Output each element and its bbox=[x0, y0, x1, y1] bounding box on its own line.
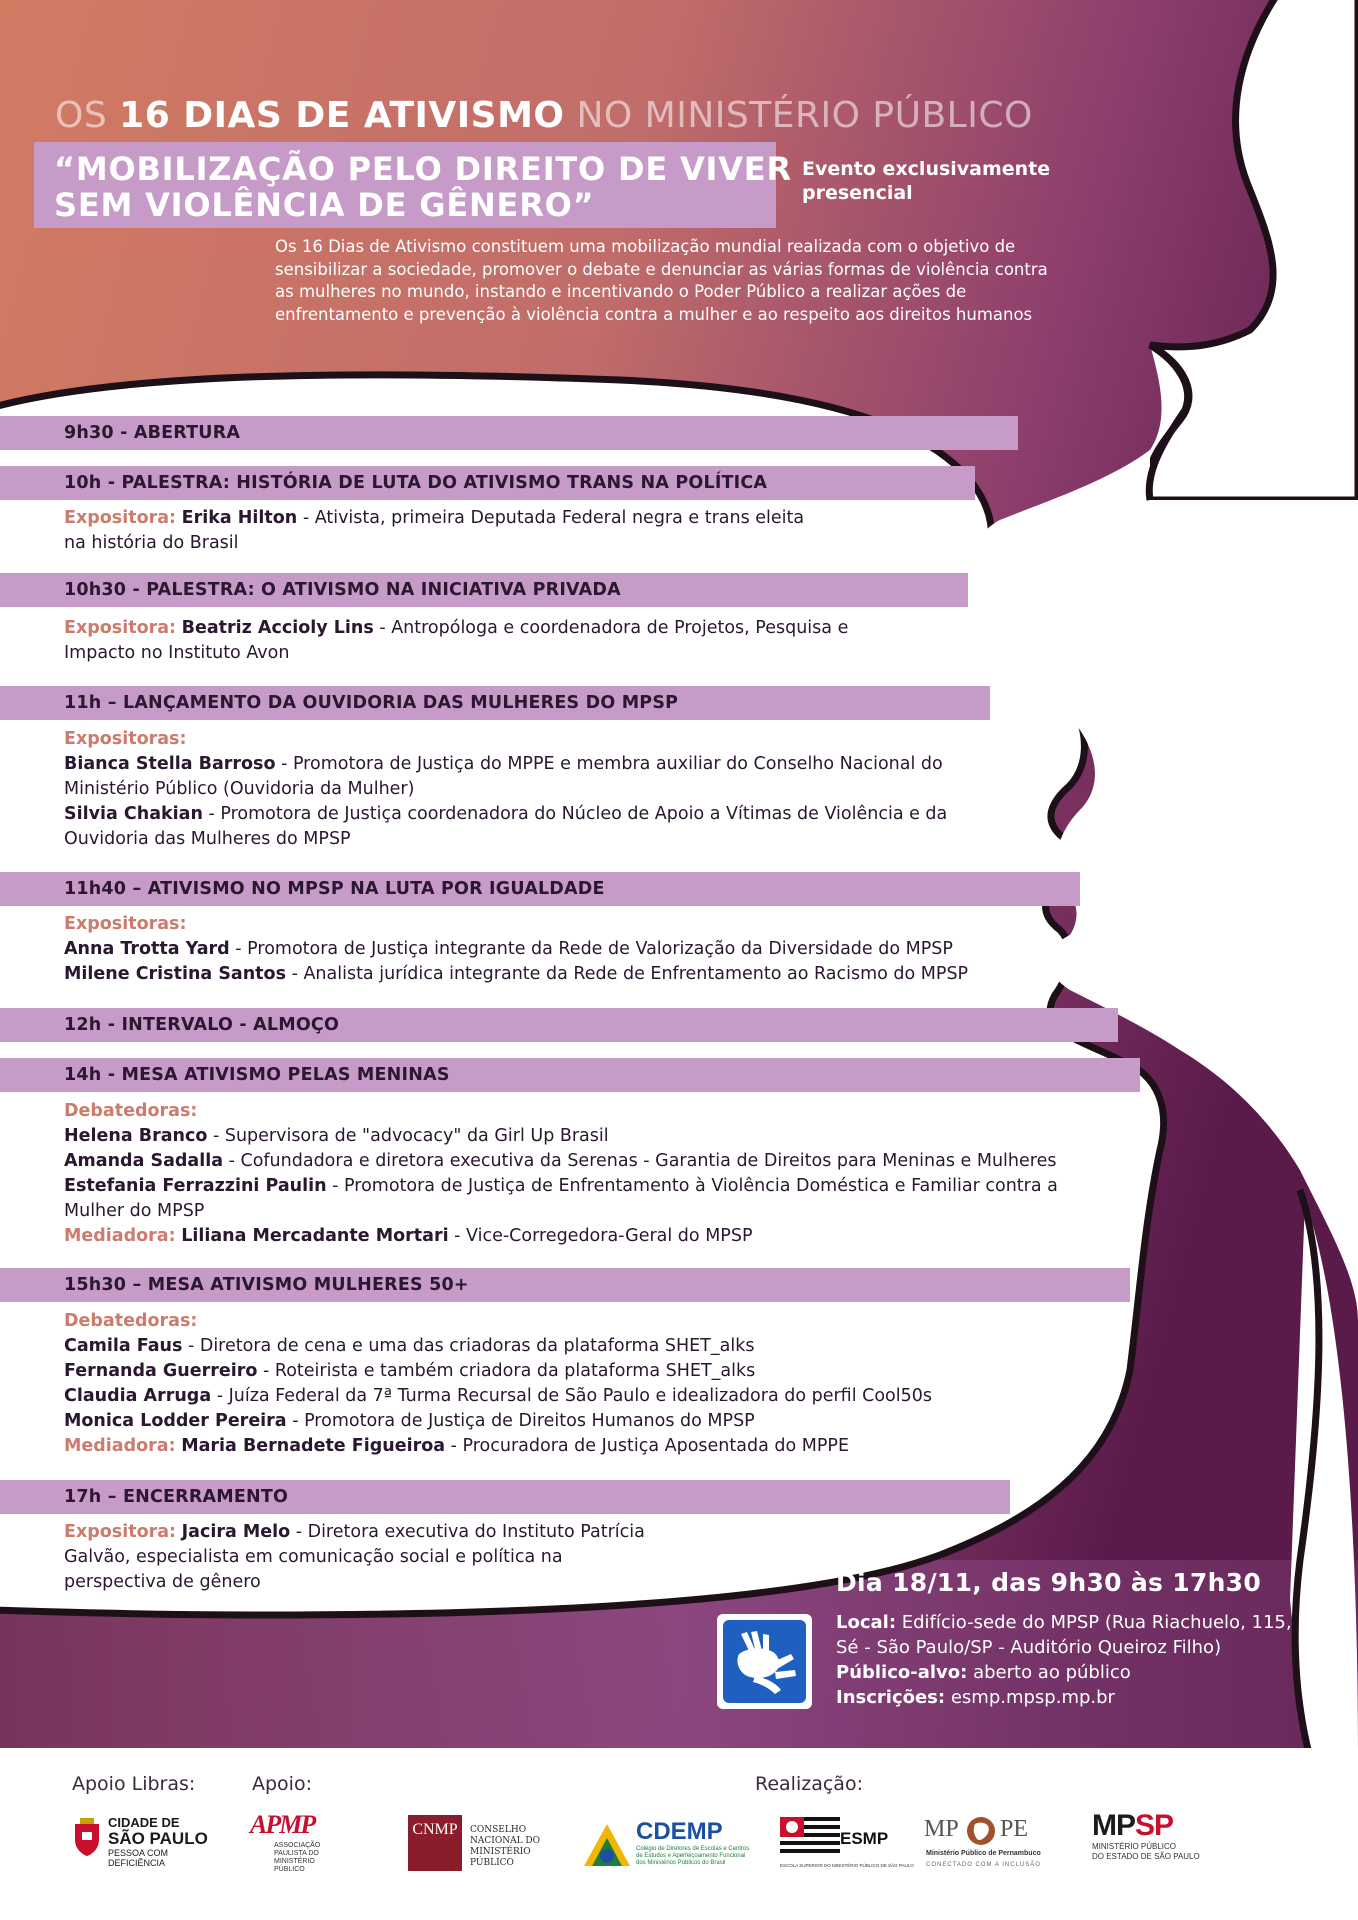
speaker-desc: - Promotora de Justiça integrante da Rede de Valorização da Diversidade do MPSP bbox=[229, 939, 953, 959]
audience-label: Público-alvo: bbox=[836, 1662, 968, 1683]
logo-text: de Estudos e Aperfeiçoamento Funcional bbox=[636, 1853, 746, 1859]
speaker-desc: - Antropóloga e coordenadora de Projetos, Pesquisa e bbox=[373, 618, 849, 638]
intro-line: as mulheres no mundo, instando e incentivando o Poder Público a realizar ações de bbox=[275, 282, 967, 301]
speaker-desc: - Roteirista e também criadora da plataforma SHET_alks bbox=[257, 1361, 756, 1381]
logo-text: PÚBLICO bbox=[274, 1866, 305, 1873]
session-4-speakers bbox=[64, 912, 968, 987]
role-label: Mediadora: bbox=[64, 1436, 176, 1456]
logo-mppe bbox=[920, 1812, 1060, 1882]
session-7-title: 17h – ENCERRAMENTO bbox=[64, 1487, 289, 1507]
location-line-2: Sé - São Paulo/SP - Auditório Queiroz Filho) bbox=[836, 1637, 1222, 1658]
speaker-desc: - Promotora de Justiça coordenadora do Núcleo de Apoio a Vítimas de Violência e da bbox=[202, 804, 948, 824]
logo-text: CONECTADO COM A INCLUSÃO bbox=[926, 1862, 1041, 1868]
title-line-2: SEM VIOLÊNCIA DE GÊNERO” bbox=[54, 186, 595, 224]
opening-title: 9h30 - ABERTURA bbox=[64, 423, 241, 443]
speaker-name: Claudia Arruga bbox=[64, 1386, 212, 1406]
speaker-desc: Ministério Público (Ouvidoria da Mulher) bbox=[64, 779, 415, 799]
cnmp-mark: CNMP bbox=[408, 1815, 462, 1871]
logo-text: ASSOCIAÇÃO bbox=[274, 1842, 321, 1849]
event-audience bbox=[836, 1660, 1336, 1685]
location-label: Local: bbox=[836, 1612, 897, 1633]
role-label: Mediadora: bbox=[64, 1226, 176, 1246]
cdemp-emblem-icon bbox=[582, 1820, 632, 1870]
session-1-title: 10h - PALESTRA: HISTÓRIA DE LUTA DO ATIVISMO TRANS NA POLÍTICA bbox=[64, 473, 768, 493]
speaker-desc: - Promotora de Justiça do MPPE e membra auxiliar do Conselho Nacional do bbox=[275, 754, 943, 774]
cdemp-wordmark: CDEMP bbox=[636, 1818, 723, 1845]
session-3-speakers bbox=[64, 727, 947, 852]
event-info bbox=[836, 1566, 1336, 1710]
libras-badge bbox=[717, 1614, 812, 1709]
logo-text: MINISTÉRIO PÚBLICO bbox=[1092, 1842, 1177, 1851]
session-6-speakers bbox=[64, 1309, 932, 1459]
moderator-desc: - Procuradora de Justiça Aposentada do MPPE bbox=[445, 1436, 849, 1456]
role-label: Expositoras: bbox=[64, 729, 187, 749]
speaker-name: Camila Faus bbox=[64, 1336, 183, 1356]
logo-text: PE bbox=[1000, 1816, 1029, 1842]
session-5-speakers bbox=[64, 1099, 1058, 1249]
speaker-name: Helena Branco bbox=[64, 1126, 208, 1146]
session-1-speakers bbox=[64, 506, 804, 556]
speaker-desc: - Promotora de Justiça de Enfrentamento à Violência Doméstica e Familiar contra a bbox=[326, 1176, 1058, 1196]
session-2-speakers bbox=[64, 616, 848, 666]
logo-text: MP bbox=[924, 1816, 959, 1842]
speaker-name: Silvia Chakian bbox=[64, 804, 203, 824]
speaker-desc: Ouvidoria das Mulheres do MPSP bbox=[64, 829, 351, 849]
overline-suffix: NO MINISTÉRIO PÚBLICO bbox=[564, 95, 1033, 136]
speaker-desc: Galvão, especialista em comunicação social e política na bbox=[64, 1547, 563, 1567]
intro-line: sensibilizar a sociedade, promover o debate e denunciar as várias formas de violência contra bbox=[275, 259, 1048, 279]
logo-text: Colégio de Diretores de Escolas e Centros bbox=[636, 1846, 750, 1852]
esmp-wordmark: ESMP bbox=[840, 1829, 889, 1848]
event-signup bbox=[836, 1685, 1336, 1710]
logo-text: MP bbox=[1092, 1809, 1135, 1842]
logo-text: NACIONAL DO bbox=[470, 1836, 541, 1846]
logo-text: PAULISTA DO bbox=[274, 1850, 319, 1857]
speaker-desc: - Analista jurídica integrante da Rede de Enfrentamento ao Racismo do MPSP bbox=[286, 964, 969, 984]
speaker-desc: - Supervisora de "advocacy" da Girl Up Brasil bbox=[207, 1126, 609, 1146]
speaker-desc: na história do Brasil bbox=[64, 533, 239, 553]
moderator-desc: - Vice-Corregedora-Geral do MPSP bbox=[448, 1226, 753, 1246]
sao-paulo-flag-icon bbox=[780, 1817, 840, 1855]
speaker-name: Monica Lodder Pereira bbox=[64, 1411, 287, 1431]
speaker-name: Jacira Melo bbox=[181, 1522, 291, 1542]
session-7-speakers bbox=[64, 1520, 645, 1595]
speaker-desc: - Diretora executiva do Instituto Patrícia bbox=[290, 1522, 645, 1542]
logo-cdemp bbox=[582, 1818, 752, 1878]
exclusive-line-1: Evento exclusivamente bbox=[802, 158, 1051, 180]
speaker-name: Fernanda Guerreiro bbox=[64, 1361, 258, 1381]
logo-text: CIDADE DE bbox=[108, 1815, 180, 1830]
role-label: Expositora: bbox=[64, 1522, 177, 1542]
location-line-1: Edifício-sede do MPSP (Rua Riachuelo, 115, bbox=[896, 1612, 1292, 1633]
speaker-desc: - Cofundadora e diretora executiva da Serenas - Garantia de Direitos para Meninas e Mulheres bbox=[223, 1151, 1057, 1171]
speaker-desc: - Promotora de Justiça de Direitos Humanos do MPSP bbox=[286, 1411, 755, 1431]
speaker-desc: - Ativista, primeira Deputada Federal negra e trans eleita bbox=[297, 508, 805, 528]
intro-line: Os 16 Dias de Ativismo constituem uma mobilização mundial realizada com o objetivo de bbox=[275, 237, 1016, 256]
sign-language-hands-icon bbox=[717, 1614, 812, 1709]
speaker-desc: - Juíza Federal da 7ª Turma Recursal de São Paulo e idealizadora do perfil Cool50s bbox=[211, 1386, 933, 1406]
speaker-desc: Mulher do MPSP bbox=[64, 1201, 205, 1221]
session-6-title: 15h30 – MESA ATIVISMO MULHERES 50+ bbox=[64, 1275, 469, 1295]
logo-mpsp bbox=[1092, 1810, 1212, 1880]
session-2-title: 10h30 - PALESTRA: O ATIVISMO NA INICIATIVA PRIVADA bbox=[64, 580, 621, 600]
title-line-1: “MOBILIZAÇÃO PELO DIREITO DE VIVER bbox=[54, 150, 792, 188]
logo-text: ESCOLA SUPERIOR DO MINISTÉRIO PÚBLICO DE SÃO PAULO bbox=[780, 1863, 914, 1868]
logo-cnmp bbox=[408, 1815, 568, 1875]
speaker-desc: Impacto no Instituto Avon bbox=[64, 643, 290, 663]
realization-label: Realização: bbox=[755, 1773, 863, 1795]
logo-esmp bbox=[778, 1815, 914, 1885]
sao-paulo-crest-icon bbox=[72, 1818, 102, 1858]
speaker-name: Beatriz Accioly Lins bbox=[181, 618, 374, 638]
speaker-name: Milene Cristina Santos bbox=[64, 964, 286, 984]
exclusive-line-2: presencial bbox=[802, 182, 913, 204]
brazil-map-icon bbox=[966, 1816, 996, 1846]
logo-text: MINISTÉRIO PÚBLICO bbox=[470, 1847, 531, 1868]
intro-paragraph bbox=[275, 236, 1095, 326]
signup-label: Inscrições: bbox=[836, 1687, 946, 1708]
role-label: Expositora: bbox=[64, 618, 177, 638]
session-5-title: 14h - MESA ATIVISMO PELAS MENINAS bbox=[64, 1065, 450, 1085]
session-4-title: 11h40 – ATIVISMO NO MPSP NA LUTA POR IGUALDADE bbox=[64, 879, 605, 899]
role-label: Debatedoras: bbox=[64, 1101, 198, 1121]
support-label: Apoio: bbox=[252, 1773, 312, 1795]
logo-apmp bbox=[250, 1810, 320, 1892]
logo-text: PESSOA COM bbox=[108, 1848, 169, 1858]
logo-text: DEFICIÊNCIA bbox=[108, 1858, 166, 1868]
signup-link[interactable]: esmp.mpsp.mp.br bbox=[945, 1687, 1115, 1708]
overline-strong: 16 DIAS DE ATIVISMO bbox=[119, 95, 565, 136]
speaker-desc: perspectiva de gênero bbox=[64, 1572, 261, 1592]
session-3-title: 11h – LANÇAMENTO DA OUVIDORIA DAS MULHERES DO MPSP bbox=[64, 693, 679, 713]
logo-text: CONSELHO bbox=[470, 1825, 527, 1835]
logo-text: SP bbox=[1135, 1809, 1174, 1842]
speaker-name: Estefania Ferrazzini Paulin bbox=[64, 1176, 327, 1196]
speaker-desc: - Diretora de cena e uma das criadoras da plataforma SHET_alks bbox=[182, 1336, 755, 1356]
event-location bbox=[836, 1610, 1336, 1635]
speaker-name: Bianca Stella Barroso bbox=[64, 754, 276, 774]
speaker-name: Erika Hilton bbox=[181, 508, 298, 528]
moderator-name: Maria Bernadete Figueiroa bbox=[181, 1436, 446, 1456]
logo-text: Ministério Público de Pernambuco bbox=[926, 1850, 1041, 1857]
break-title: 12h - INTERVALO - ALMOÇO bbox=[64, 1015, 340, 1035]
event-overline bbox=[55, 95, 1055, 136]
exclusive-note bbox=[802, 157, 1062, 205]
speaker-name: Amanda Sadalla bbox=[64, 1151, 224, 1171]
intro-line: enfrentamento e prevenção à violência contra a mulher e ao respeito aos direitos humanos bbox=[275, 304, 1033, 324]
logo-text: DO ESTADO DE SÃO PAULO bbox=[1092, 1852, 1200, 1861]
role-label: Expositoras: bbox=[64, 914, 187, 934]
event-date: Dia 18/11, das 9h30 às 17h30 bbox=[836, 1568, 1262, 1597]
logo-cidade-sao-paulo bbox=[72, 1814, 212, 1884]
logo-text: SÃO PAULO bbox=[108, 1829, 208, 1848]
logo-text: dos Ministérios Públicos do Brasil bbox=[636, 1860, 726, 1866]
role-label: Debatedoras: bbox=[64, 1311, 198, 1331]
role-label: Expositora: bbox=[64, 508, 177, 528]
apmp-mark: APMP bbox=[250, 1810, 315, 1839]
overline-prefix: OS bbox=[55, 95, 120, 136]
title-box bbox=[34, 142, 792, 228]
audience-value: aberto ao público bbox=[967, 1662, 1131, 1683]
moderator-name: Liliana Mercadante Mortari bbox=[181, 1226, 449, 1246]
logo-text: MINISTÉRIO bbox=[274, 1858, 315, 1865]
support-libras-label: Apoio Libras: bbox=[72, 1773, 196, 1795]
speaker-name: Anna Trotta Yard bbox=[64, 939, 230, 959]
